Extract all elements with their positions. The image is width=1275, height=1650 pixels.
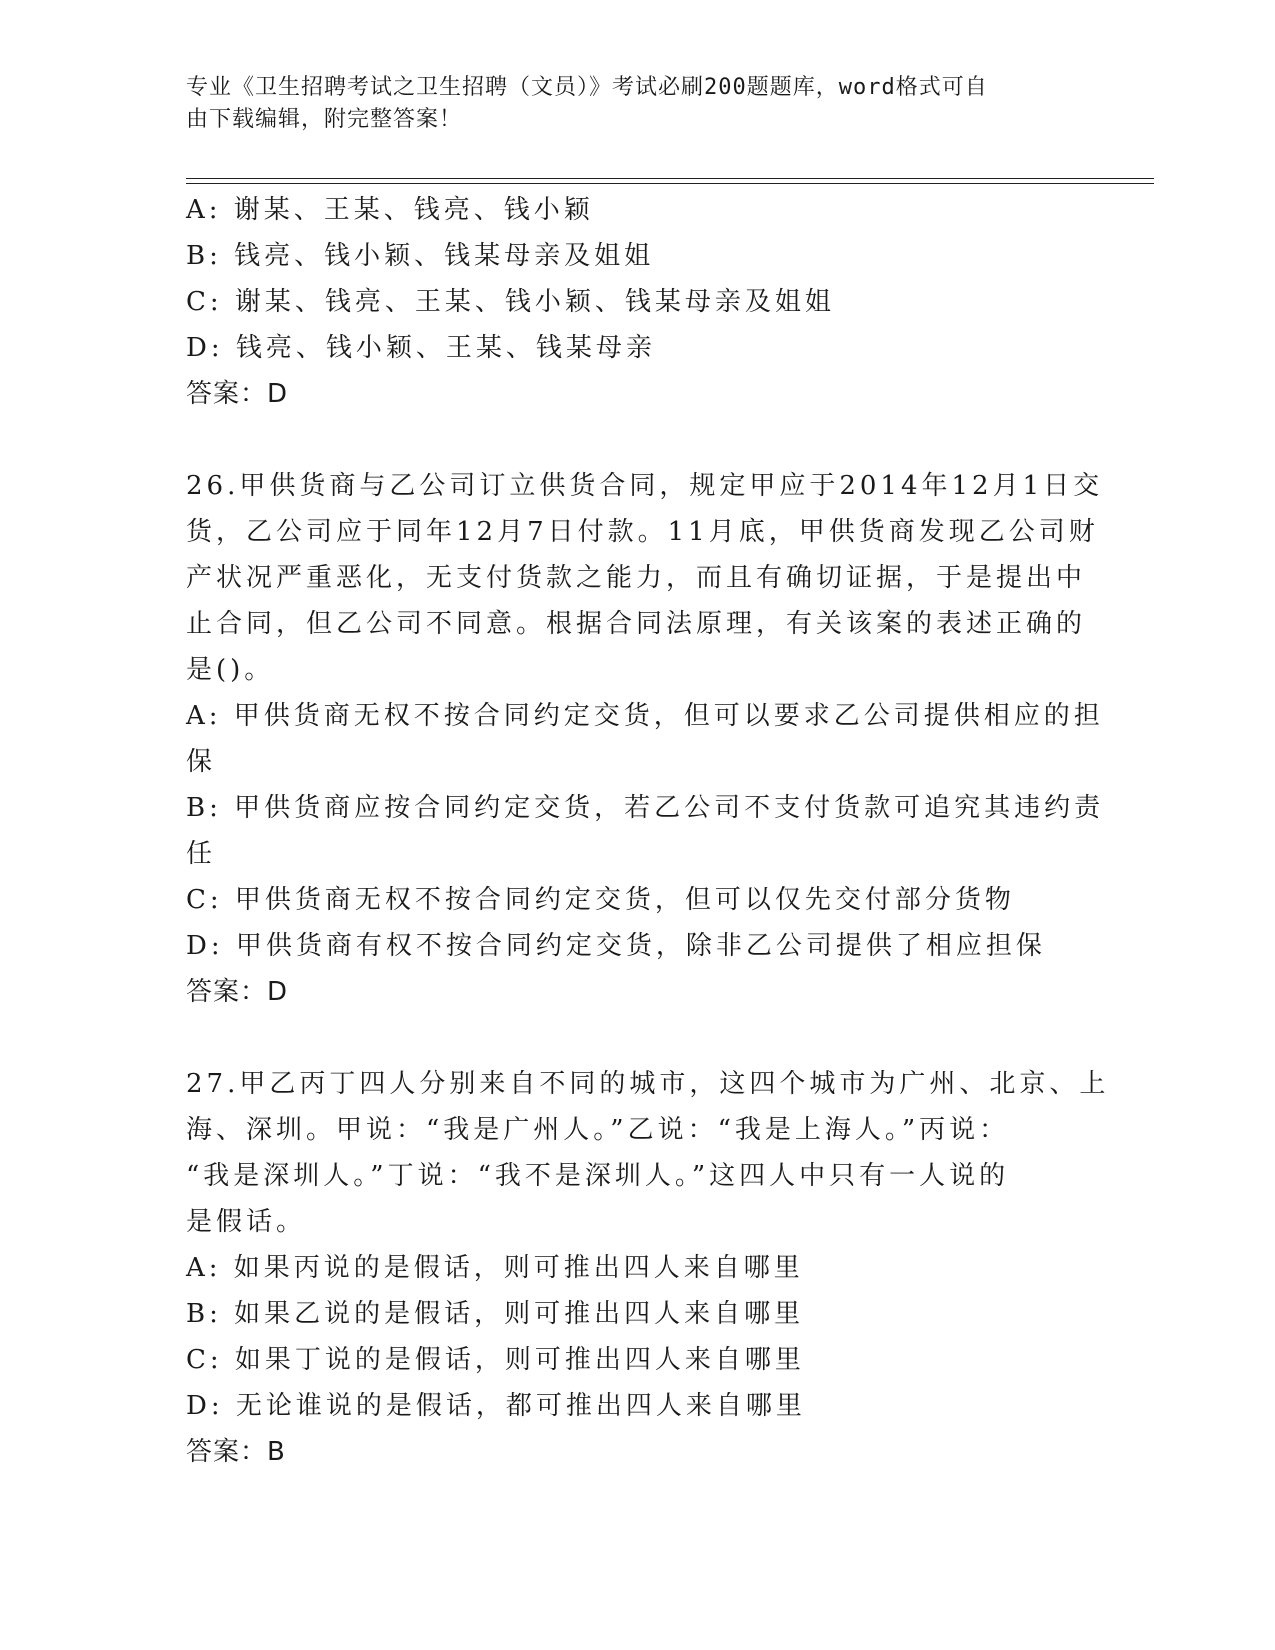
question-25	[186, 187, 1086, 417]
question-stem-line: “我是深圳人。”丁说：“我不是深圳人。”这四人中只有一人说的	[186, 1161, 1010, 1191]
option-d: D: 无论谁说的是假话，都可推出四人来自哪里	[186, 1391, 806, 1421]
question-stem-line: 是()。	[186, 655, 275, 685]
question-stem-line: 26.甲供货商与乙公司订立供货合同，规定甲应于2014年12月1日交	[186, 471, 1104, 501]
option-b: B: 如果乙说的是假话，则可推出四人来自哪里	[186, 1299, 805, 1329]
option-a: A: 谢某、王某、钱亮、钱小颖	[186, 195, 594, 225]
option-c: C: 甲供货商无权不按合同约定交货，但可以仅先交付部分货物	[186, 885, 1015, 915]
option-a: A: 如果丙说的是假话，则可推出四人来自哪里	[186, 1253, 804, 1283]
option-b: B: 钱亮、钱小颖、钱某母亲及姐姐	[186, 241, 655, 271]
option-d: D: 钱亮、钱小颖、王某、钱某母亲	[186, 333, 656, 363]
option-a-continued: 保	[186, 747, 217, 777]
question-stem-line: 27.甲乙丙丁四人分别来自不同的城市，这四个城市为广州、北京、上	[186, 1069, 1110, 1099]
question-stem-line: 产状况严重恶化，无支付货款之能力，而且有确切证据，于是提出中	[186, 563, 1087, 593]
header-divider-top	[186, 178, 1154, 179]
option-b-continued: 任	[186, 839, 217, 869]
spacer	[186, 1015, 1086, 1061]
answer: 答案：D	[186, 379, 289, 409]
option-c: C: 谢某、钱亮、王某、钱小颖、钱某母亲及姐姐	[186, 287, 835, 317]
option-a: A: 甲供货商无权不按合同约定交货，但可以要求乙公司提供相应的担	[186, 701, 1104, 731]
option-b: B: 甲供货商应按合同约定交货，若乙公司不支付货款可追究其违约责	[186, 793, 1105, 823]
question-content	[186, 187, 1110, 1475]
document-header	[186, 72, 1066, 136]
option-d: D: 甲供货商有权不按合同约定交货，除非乙公司提供了相应担保	[186, 931, 1046, 961]
question-stem-line: 货，乙公司应于同年12月7日付款。11月底，甲供货商发现乙公司财	[186, 517, 1099, 547]
question-27	[186, 1061, 1110, 1475]
question-stem-line: 海、深圳。甲说：“我是广州人。”乙说：“我是上海人。”丙说：	[186, 1115, 1010, 1145]
answer: 答案：D	[186, 977, 289, 1007]
question-26	[186, 463, 1105, 1015]
question-stem-line: 止合同，但乙公司不同意。根据合同法原理，有关该案的表述正确的	[186, 609, 1087, 639]
option-c: C: 如果丁说的是假话，则可推出四人来自哪里	[186, 1345, 805, 1375]
header-divider-bottom	[186, 183, 1154, 184]
spacer	[186, 417, 1086, 463]
header-line-1: 专业《卫生招聘考试之卫生招聘（文员）》考试必刷200题题库，word格式可自	[186, 75, 988, 100]
answer: 答案：B	[186, 1437, 286, 1467]
question-stem-line: 是假话。	[186, 1207, 307, 1237]
header-line-2: 由下载编辑，附完整答案！	[186, 107, 463, 132]
